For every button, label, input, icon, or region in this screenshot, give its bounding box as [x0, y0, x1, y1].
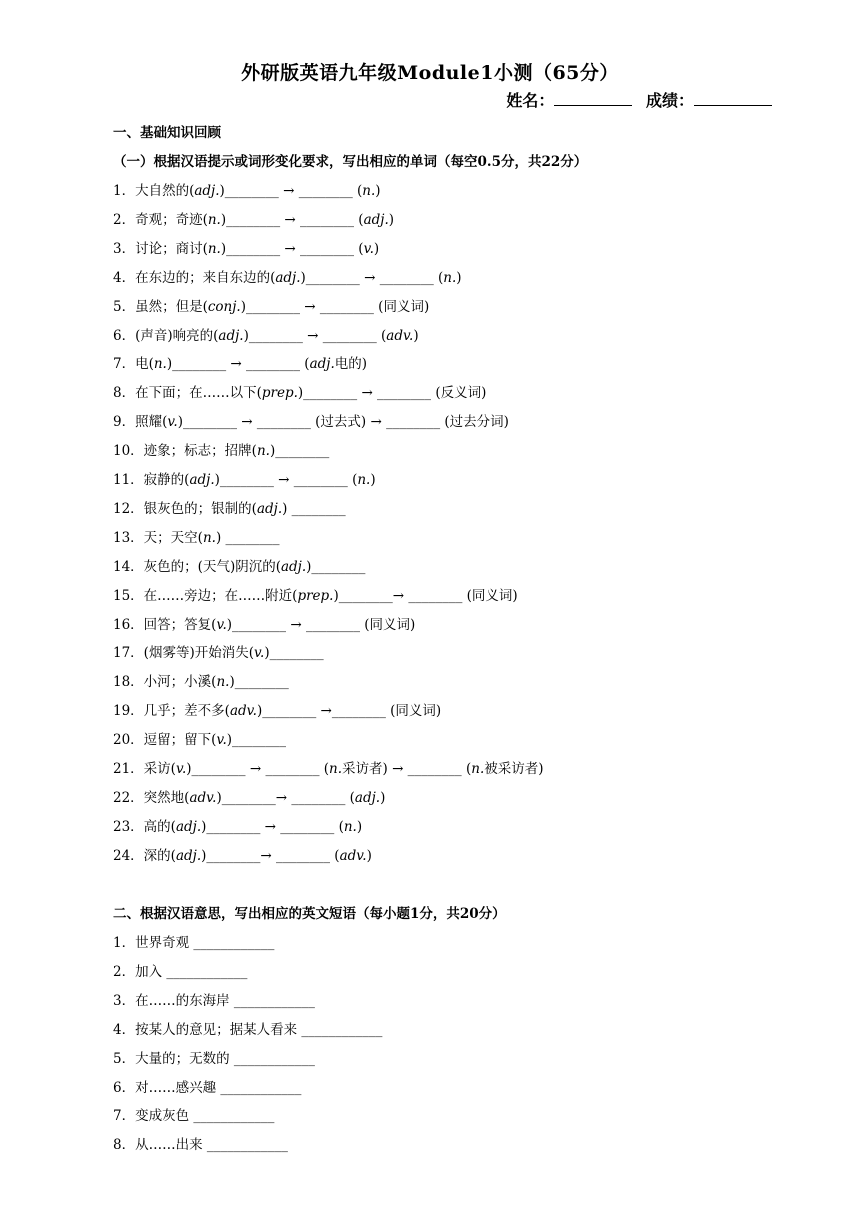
section-1-item: 3．讨论；商讨(n.)________ → ________ (v.) [113, 240, 380, 257]
section-1-item: 13．天；天空(n.) ________ [113, 529, 280, 546]
section-1-item: 9．照耀(v.)________ → ________ (过去式) → ________ (过去分词) [113, 414, 509, 431]
section-1-item: 17．(烟雾等)开始消失(v.)________ [113, 645, 324, 662]
section-2-item: 3．在……的东海岸 ____________ [113, 992, 315, 1009]
section-2-item: 5．大量的；无数的 ____________ [113, 1050, 315, 1067]
section-1-item: 10．迹象；标志；招牌(n.)________ [113, 443, 330, 460]
section-1-item: 22．突然地(adv.)________→ ________ (adj.) [113, 789, 386, 806]
name-label: 姓名： [506, 91, 555, 110]
section-1-item: 19．几乎；差不多(adv.)________ →________ (同义词) [113, 703, 442, 720]
section-1-item: 14．灰色的；(天气)阴沉的(adj.)________ [113, 558, 366, 575]
section-1-heading: 一、基础知识回顾 [113, 125, 221, 141]
section-1-item: 18．小河；小溪(n.)________ [113, 674, 289, 691]
section-1-item: 7．电(n.)________ → ________ (adj.电的) [113, 356, 368, 373]
name-blank[interactable] [554, 89, 632, 106]
section-1-item: 20．逗留；留下(v.)________ [113, 732, 287, 749]
page-title: 外研版英语九年级Module1小测（65分） [241, 62, 619, 84]
section-1-item: 23．高的(adj.)________ → ________ (n.) [113, 818, 363, 835]
section-2-item: 8．从……出来 ____________ [113, 1137, 288, 1154]
section-1-item: 21．采访(v.)________ → ________ (n.采访者) → ________ (n.被采访者) [113, 761, 544, 777]
score-label: 成绩： [645, 91, 694, 110]
section-1-item: 8．在下面；在……以下(prep.)________ → ________ (反义词) [113, 385, 487, 402]
section-1-item: 4．在东边的；来自东边的(adj.)________ → ________ (n.) [113, 269, 462, 286]
section-1-item: 24．深的(adj.)________→ ________ (adv.) [113, 847, 372, 864]
section-1-item: 12．银灰色的；银制的(adj.) ________ [113, 500, 346, 517]
section-2-heading: 二、根据汉语意思，写出相应的英文短语（每小题1分，共20分） [113, 906, 506, 922]
name-score-bar [506, 88, 780, 111]
section-2-item: 7．变成灰色 ____________ [113, 1108, 275, 1125]
section-1-item: 15．在……旁边；在……附近(prep.)________→ ________ (同义词) [113, 587, 518, 604]
section-1-item: 1．大自然的(adj.)________ → ________ (n.) [113, 183, 381, 199]
section-2-item: 6．对……感兴趣 ____________ [113, 1079, 302, 1096]
section-1-item: 11．寂静的(adj.)________ → ________ (n.) [113, 472, 376, 488]
section-1-item: 16．回答；答复(v.)________ → ________ (同义词) [113, 616, 416, 633]
section-1-item: 5．虽然；但是(conj.)________ → ________ (同义词) [113, 298, 430, 315]
section-2-item: 1．世界奇观 ____________ [113, 935, 275, 951]
section-2-item: 2．加入 ____________ [113, 963, 248, 980]
score-blank[interactable] [694, 89, 772, 106]
section-2-item: 4．按某人的意见；据某人看来 ____________ [113, 1021, 383, 1038]
section-1-item: 6．(声音)响亮的(adj.)________ → ________ (adv.) [113, 327, 419, 344]
section-1-subheading: （一）根据汉语提示或词形变化要求，写出相应的单词（每空0.5分，共22分） [113, 154, 588, 170]
section-1-item: 2．奇观；奇迹(n.)________ → ________ (adj.) [113, 211, 395, 228]
